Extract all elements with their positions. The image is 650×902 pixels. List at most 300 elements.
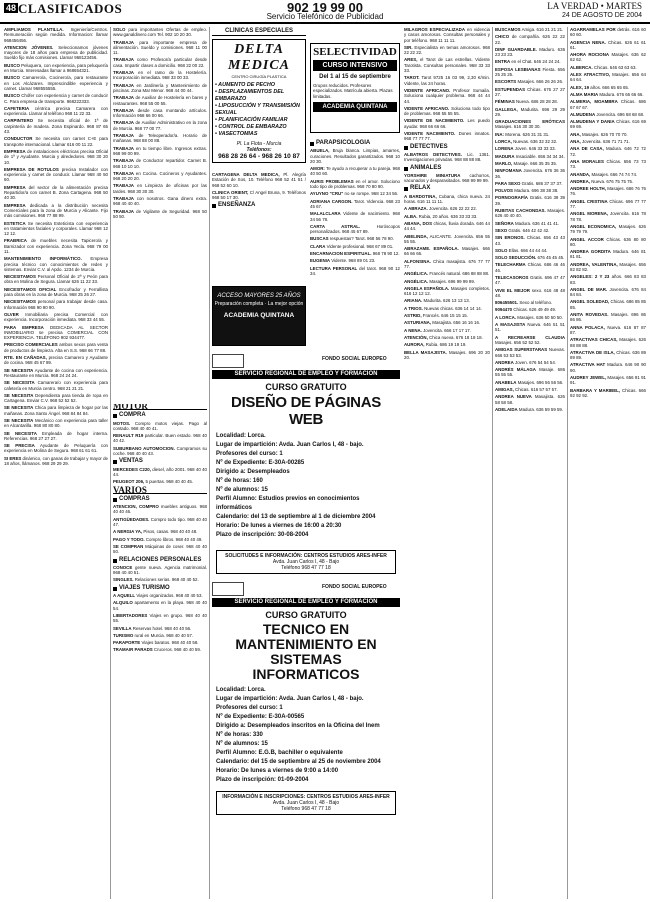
ad-keyword: EMPRESA xyxy=(4,202,26,208)
ad-keyword: TRABAJA xyxy=(113,183,134,189)
ad-text: Masajes. 656 82 82 82. xyxy=(570,261,646,272)
ad-keyword: ANGEL SOLEDAD, xyxy=(570,299,610,305)
ad-keyword: SE NECESITA xyxy=(4,430,37,436)
course2-info-phone: Teléfono 968 47 77 18 xyxy=(281,806,331,812)
ad-keyword: ANGEL CRISTINA xyxy=(570,198,608,204)
ad-text: Masajes. 696 99 99 99. xyxy=(428,278,476,284)
course1-info-phone: Teléfono 968 47 77 18 xyxy=(281,565,331,571)
course-detail-line: Perfil Alumno: E.G.B, bachiller o equivalente xyxy=(216,750,343,756)
ad-text: Nuevas chicas. 636 14 14 14. xyxy=(422,305,482,311)
classified-ad xyxy=(4,456,108,467)
course1-details xyxy=(216,432,396,540)
classified-ad xyxy=(570,40,646,51)
ad-keyword: SEXO xyxy=(495,227,508,233)
ad-text: Cubana, chica nueva. 24 horas. 616 11 11 11. xyxy=(404,193,490,205)
ad-keyword: TELECASOROS xyxy=(495,274,529,280)
classified-ad xyxy=(495,288,565,299)
course2-label: CURSO GRATUITO xyxy=(265,610,347,620)
classified-ad xyxy=(404,214,490,219)
course-detail-line: Nº de horas: 160 xyxy=(216,478,263,484)
classified-ad xyxy=(4,63,108,74)
ad-keyword: ALEX, 19 xyxy=(570,84,590,90)
ad-keyword: GRADUACIONES ERÓTICAS xyxy=(495,119,565,125)
ad-keyword: ANDRÉS MÁLAGA xyxy=(495,367,536,373)
ad-keyword: ALMA MARIA xyxy=(570,91,599,97)
ad-keyword: TELECHARMA xyxy=(495,262,526,268)
ad-keyword: AMIGAS SUPERSTARAS xyxy=(495,347,548,353)
parapsicologia-heading: PARAPSICOLOGIA xyxy=(310,141,400,146)
ad-service: Servicio Telefónico de Publicidad xyxy=(266,12,384,21)
course-detail-line: Calendario: del 13 de septiembre al 1 de diciembre 2004 xyxy=(216,514,376,520)
ad-text: en Cocina. Cocineros y Ayudantes. 968 20 20 20. xyxy=(113,170,207,182)
classified-ad xyxy=(570,249,646,260)
ad-keyword: ANGELES: 2 Y 23 xyxy=(570,274,610,280)
ad-keyword: FRABRICA xyxy=(4,238,27,244)
ad-keyword: ALBERCA. xyxy=(570,64,593,70)
ad-text: Tarot 9725 16 03 99, 2,30 €/min. Vidente, las 24 horas. xyxy=(404,75,490,86)
classified-ad xyxy=(4,299,108,310)
course1-label: CURSO GRATUITO xyxy=(265,382,347,392)
classified-ad xyxy=(495,161,565,166)
ad-keyword: ANDREA NUEVA xyxy=(495,394,532,400)
course2-info-address: Avda. Juan Carlos I, 48 - Bajo xyxy=(272,800,340,806)
compra-heading: COMPRA xyxy=(113,413,207,418)
classified-ad xyxy=(4,93,108,104)
ad-text: Se necesita con carnet C+E para transporte internacional. Llamar 616 00 11 22. xyxy=(4,136,108,147)
classified-ad xyxy=(404,259,490,270)
classified-ad xyxy=(404,328,490,333)
classified-ad xyxy=(495,181,565,186)
classified-ad xyxy=(495,347,565,358)
classified-ad xyxy=(4,342,108,353)
ad-text: Sexo al teléfono. xyxy=(518,300,553,306)
ad-keyword: GALLEGA, xyxy=(495,106,518,112)
ad-text: Chófer con experiencia y carnet de conducir C. Para empresa de transporte. 968222333. xyxy=(4,93,108,104)
ad-keyword: YORSHIRE MINIATURA xyxy=(404,172,461,178)
classified-ad xyxy=(495,59,565,64)
ad-keyword: BUSCO xyxy=(4,75,20,81)
course-detail-line: Horario: De lunes a viernes de 16:00 a 20:30 xyxy=(216,523,342,529)
ad-keyword: TRABAJA xyxy=(113,70,134,76)
ad-keyword: ANGELA ESPAÑOLA. xyxy=(404,285,450,291)
classified-ad xyxy=(495,119,565,130)
section-title: CLASIFICADOS xyxy=(18,1,123,16)
ad-keyword: SE NECESITA xyxy=(4,405,34,411)
fondo-social-label: FONDO SOCIAL EUROPEO xyxy=(322,356,387,362)
service-item: • CONTROL DE EMBARAZO xyxy=(215,124,287,130)
ad-keyword: AGENCIA NENA. xyxy=(570,39,606,45)
classified-ad xyxy=(495,188,565,193)
ad-text: Chicas. 666 92 92 92. xyxy=(570,387,646,398)
course1-info-title: SOLICITUDES E INFORMACIÓN: CENTROS ESTUDIOS ARES-INFER xyxy=(225,553,387,559)
course-detail-line: Nº de Expediente: E-30A-00565 xyxy=(216,714,305,720)
classified-ad xyxy=(570,99,646,110)
ad-keyword: VIDENTE AFRICANO. xyxy=(404,105,450,111)
ad-text: Rubia. 686 19 19 19. xyxy=(424,342,467,348)
classified-ad xyxy=(4,221,108,237)
ad-keyword: TRABAJA xyxy=(113,39,134,45)
servicio-banner-2: SERVICIO REGIONAL DE EMPLEO Y FORMACIÓN xyxy=(212,598,400,607)
ad-phone: 902 19 99 00 xyxy=(287,0,363,15)
classifieds-column-4 xyxy=(404,27,490,899)
classified-ad xyxy=(404,335,490,340)
ad-keyword: VIDENTE NACIMIENTO. xyxy=(404,131,456,137)
ad-keyword: RUBITAS CACHONDAS. xyxy=(495,208,546,214)
ad-text: Masaje. 666 35 35 35. xyxy=(512,160,557,166)
ad-text: Nueva. 676 75 75 75. xyxy=(590,178,634,184)
ad-text: del sector de la alimentación precisa Repartidor/a con carnet B. Zona Cartagena. 968 50 40 30. xyxy=(4,184,108,201)
classified-ad xyxy=(495,360,565,365)
motor-section: MOTOR COMPRA MOTOS. Compro motos viejas. Pago al contado. 968 40 40 41. RENAULT R19 particular. Buen estado. 968 40 40 42. SUBURBANO AUTOMOCION. Compramos su coche. 968 40 40 43. VENTAS MERCEDES C220, diesel, año 2001. 968 40 40 44. PEUGEOT 206, 5 puertas. 968 40 40 45. VARIOS COMPRAS ATENCION, COMPRO muebles antiguos. 968 40 40 46. ANTIGÜEDADES. Compro todo tipo. 968 40 40 47. A NERGIA YA, Pisos, casas. 968 40 40 48. PAGO Y TODO. Compro libros. 968 40 40 49. SE COMPRAN Máquinas de coser. 968 40 40 50. RELACIONES PERSONALES CONOCE gente nueva. Agencia matrimonial. 968 40 40 51. SINGLES. Relaciones serias. 968 40 40 52. VIAJES TURISMO A AQUELL Viajes organizados. 968 40 40 53. ALQUILO apartamento en la playa. 968 40 40 54. LIBERTADORES Viajes en grupo. 968 40 40 55. SEVILLA Reservas hotel. 968 40 40 56. TURISMO rural en Murcia. 968 40 40 57. PARAPORTE Viajes baratos. 968 40 40 58. TRAMAIR PARADS Cruceros. 968 40 40 59. xyxy=(113,404,207,653)
ad-keyword: SIR. xyxy=(404,44,413,50)
ad-keyword: NECESITAMOS xyxy=(4,299,36,305)
ad-text: como Profesor/a particular desde casa. Impartir clases a domicilio. 968 22 00 22. xyxy=(113,57,207,68)
ad-text: Francés natural. 686 88 88 88. xyxy=(428,271,490,277)
course-detail-line: Plazo de inscripción: 30-08-2004 xyxy=(216,532,309,538)
classified-ad xyxy=(113,27,207,38)
ad-keyword: A LORCA. xyxy=(495,314,517,320)
classified-ad xyxy=(113,120,207,131)
ad-text: Chicas. 646 63 63 63. xyxy=(592,64,637,70)
ad-keyword: ESTUPENDAS xyxy=(495,86,526,92)
course-detail-line: Dirigido a: Desempleados inscritos en la Oficina del Inem xyxy=(216,723,380,729)
classified-ad xyxy=(495,315,565,320)
classified-ad xyxy=(495,132,565,137)
servicio-banner-1: SERVICIO REGIONAL DE EMPLEO Y FORMACIÓN xyxy=(212,370,400,379)
ad-keyword: ALMUDENA xyxy=(570,111,596,117)
ad-text: Masajes. 626 79 79 79. xyxy=(570,223,646,235)
classified-ad xyxy=(570,274,646,285)
classified-ad xyxy=(570,92,646,97)
ad-keyword: CONDUCTOR xyxy=(4,136,33,142)
ad-keyword: LORCA, xyxy=(495,139,512,145)
ad-keyword: CAFETERIA xyxy=(4,105,30,111)
ad-text: Jovencita. 676 36 36 36. xyxy=(495,168,565,179)
ad-text: cachorros, vacunados y desparasitados. 968 99 99 99. xyxy=(404,172,490,184)
course-detail-line: Localidad: Lorca. xyxy=(216,687,266,693)
ad-text: Chicas. 686 46 46 46. xyxy=(495,262,565,273)
classified-ad xyxy=(570,287,646,298)
service-item: • VASECTOMIAS xyxy=(215,131,258,137)
ad-keyword: PARA SEXO xyxy=(495,180,521,186)
course-detail-line: Lugar de impartición: Avda. Juan Carlos I, 48 - bajo. xyxy=(216,442,364,448)
classified-ad xyxy=(495,87,565,98)
varios-heading: VARIOS xyxy=(113,488,207,494)
course2-title: TECNICO EN MANTENIMIENTO EN SISTEMAS INFORMATICOS xyxy=(235,621,377,682)
ad-text: Gratis. 696 47 47 47. xyxy=(495,274,565,286)
classified-ad xyxy=(570,325,646,336)
ad-text: Masajes. 696 56 56 56. xyxy=(516,379,564,385)
classified-ad xyxy=(570,179,646,184)
ad-keyword: MARLO, xyxy=(495,160,513,166)
fondo-logos-2 xyxy=(212,580,400,598)
course-maintenance-ad xyxy=(212,608,400,898)
classified-ad xyxy=(404,57,490,73)
classified-ad xyxy=(404,342,490,347)
ad-keyword: SE NECESITA xyxy=(4,380,35,386)
ad-text: Ellas. 666 44 44 44. xyxy=(507,247,548,253)
ad-text: chicas, lluvia dorada. 646 44 44 44. xyxy=(404,220,490,232)
ad-keyword: INA: xyxy=(495,131,505,137)
ad-keyword: PARA EMPRESA xyxy=(4,324,44,330)
ad-keyword: TRABAJA xyxy=(113,170,134,176)
ad-text: dinámico, con ganas de trabajar y mayor de 18 años, llámanos. 968 29 29 29. xyxy=(4,455,108,467)
ad-text: Masajes. 666 66 66 66. xyxy=(404,246,490,257)
course-detail-line: Localidad: Lorca. xyxy=(216,433,266,439)
ad-text: sexo. 616 48 48 48. xyxy=(495,287,565,298)
ad-text: Chicas. 636 89 89 89. xyxy=(570,349,646,361)
ad-text: Masajes. 686 76 76 76. xyxy=(570,186,646,197)
ad-keyword: NECESITAMOS OFICIAL xyxy=(4,286,57,292)
ad-text: Madura. 676 66 66 66. xyxy=(598,91,644,97)
ad-text: Ingeniería/Centros. Remuneración según medida. Informacion: llamar 968456456. xyxy=(4,27,108,43)
ad-keyword: A NENA. xyxy=(404,327,422,333)
ad-text: Amiga. 616 21 21 21. xyxy=(520,27,564,32)
ad-keyword: AUDREY JEWEL, xyxy=(570,375,607,381)
ad-keyword: ANA, xyxy=(570,131,581,137)
classified-ad xyxy=(4,256,108,272)
animales-heading: ANIMALES xyxy=(404,166,490,171)
ad-keyword: ANANDA, xyxy=(570,171,591,177)
ad-keyword: ANGÉLICA. xyxy=(404,271,429,277)
classified-ad xyxy=(495,235,565,246)
ad-keyword: SE NECESITA xyxy=(4,392,34,398)
ad-text: Masajes. 656 52 52 52. xyxy=(495,339,541,345)
course2-details xyxy=(216,686,396,785)
course-detail-line: Dirigido a: Desempleados xyxy=(216,469,290,475)
ad-keyword: ESTETICA xyxy=(4,220,26,226)
motor-heading: MOTOR xyxy=(113,404,207,410)
ad-keyword: ARES, xyxy=(404,57,418,63)
ad-text: años. 666 83 83 83. xyxy=(570,274,646,285)
ad-text: en el ramo de la Hostelería. Incorporación inmediata. 968 33 00 33. xyxy=(113,70,207,81)
classified-ad xyxy=(113,158,207,169)
ad-text: de compañía. 626 22 22 22. xyxy=(495,34,565,45)
ad-text: años. 666 65 65 65. xyxy=(589,84,630,90)
selectividad-title: SELECTIVIDAD xyxy=(313,46,397,58)
ad-text: Masajes. 696 20 20 20. xyxy=(404,349,490,360)
ad-keyword: ATRACTIVAS CHICAS, xyxy=(570,337,618,343)
ad-text: para importantes Ofertas de empleo. www.ganaldinero.com Tel. 902 10 20 30. xyxy=(113,27,207,38)
region-logo xyxy=(212,582,244,596)
selectividad-ad: SELECTIVIDAD CURSO INTENSIVO Del 1 al 15 de septiembre Grupos reducidos. Profesores especializados. Matrícula abierta. Plazas limitadas. ACADEMIA QUINTANA xyxy=(310,43,400,133)
ad-keyword: ALMERIA, MOAMBRA xyxy=(570,99,618,105)
ad-keyword: ATRACTIVA HAT xyxy=(570,362,606,368)
classified-ad xyxy=(4,368,108,379)
ad-text: Masajes. 666 26 26 26. xyxy=(516,79,564,85)
ad-keyword: A BARDOTINA, xyxy=(404,193,437,199)
classified-ad xyxy=(570,119,646,130)
ad-keyword: ANA, xyxy=(570,139,581,145)
ad-keyword: BARBARA Y MARIBEL, xyxy=(570,387,621,393)
classified-ad xyxy=(495,255,565,260)
ad-keyword: SE PRECISA xyxy=(4,443,35,449)
classified-ad xyxy=(495,335,565,346)
column-divider xyxy=(110,27,111,899)
ad-text: dedicada a la distribución necesita Comerciales para la zona de Murcia y Alicante. Fijo más comisiones. 968 77 88 99. xyxy=(4,202,108,219)
classified-ad xyxy=(404,279,490,284)
ad-text: Empleada de hogar interna. Referencias. 968 27 27 27. xyxy=(4,430,108,441)
classified-ad xyxy=(404,27,490,43)
classified-ad xyxy=(113,70,207,81)
ad-text: precisa Instalador con experiencia y carnet de conducir. Llamar 968 40 50 60. xyxy=(4,166,108,183)
ad-keyword: ALFONSINA. xyxy=(404,258,431,264)
classified-ad xyxy=(570,237,646,248)
classified-ad xyxy=(4,136,108,147)
ad-text: Masajista. 656 16 16 16. xyxy=(431,320,481,326)
classified-ad xyxy=(404,118,490,129)
ad-text: Se necesita Esteticista con experiencia en tratamientos faciales y corporales. Llamar 968 12 12 12. xyxy=(4,220,108,237)
classified-ad xyxy=(404,152,490,163)
classified-ad xyxy=(4,325,108,341)
ad-keyword: ALEX ATRACTIVO, xyxy=(570,72,611,78)
ad-keyword: SOLO SEDUCCIÓN. xyxy=(495,255,537,261)
ad-text: Les puedo ayudar. 968 66 66 66. xyxy=(404,118,490,129)
ad-text: Chica masajista. 676 77 77 77. xyxy=(404,258,490,269)
course-detail-line: Calendario: del 15 de septiembre al 25 de noviembre 2004 xyxy=(216,759,381,765)
ad-text: Maduro. 636 23 23 23. xyxy=(495,46,565,58)
ad-text: Insaciable. 656 34 34 34. xyxy=(514,153,565,159)
ad-text: Chicas. 636 80 80 80. xyxy=(570,236,646,247)
classified-ad xyxy=(570,72,646,83)
ad-text: ALICANTE. Jovencita. 656 55 55 55. xyxy=(404,233,490,244)
ad-keyword: 9094470 xyxy=(495,307,513,313)
ad-text: Chica nueva. 676 18 18 18. xyxy=(427,334,483,340)
ad-keyword: ATENCION JÓVENES. xyxy=(4,44,54,50)
classified-ad xyxy=(404,320,490,325)
ad-keyword: ESPOSA LESBIANAS xyxy=(495,66,541,72)
classified-ad xyxy=(570,52,646,63)
ad-keyword: 806455501. xyxy=(495,300,519,306)
service-item: • DESPLAZAMIENTOS DEL EMBARAZO xyxy=(215,89,285,102)
course-detail-line: Plazo de inscripción: 01-09-2004 xyxy=(216,777,309,783)
ad-keyword: SI ERES xyxy=(4,455,22,461)
ad-keyword: A MASAJISTA xyxy=(495,322,526,328)
classified-ad xyxy=(570,262,646,273)
ad-keyword: ANDREE HOLTH, xyxy=(570,186,606,192)
classified-ad xyxy=(404,313,490,318)
ad-keyword: ATENCIÓN, xyxy=(404,334,428,340)
classified-ad xyxy=(404,234,490,245)
ad-keyword: EMPRESA DE ROTULOS xyxy=(4,166,59,172)
classified-ad xyxy=(113,133,207,144)
classified-ad xyxy=(495,208,565,219)
classifieds-column-1 xyxy=(4,27,108,899)
classified-ad xyxy=(495,248,565,253)
ad-keyword: ALBA. xyxy=(404,213,418,219)
column-divider xyxy=(567,27,568,899)
classified-ad xyxy=(570,299,646,310)
course-detail-line: Nº de alumnos: 15 xyxy=(216,487,268,493)
ad-keyword: ANNA POLACA, xyxy=(570,324,605,330)
ad-keyword: AMPLIAMOS PLANTILLA. xyxy=(4,27,64,32)
course-detail-line: Horario: De lunes a viernes de 9:00 a 14:00 xyxy=(216,768,339,774)
service-item: • LIPOSUCCIÓN Y TRANSMISIÓN SEXUAL xyxy=(215,103,300,116)
ad-text: Jovencita. 696 68 68 68. xyxy=(595,111,645,117)
ad-text: Madura. 636 59 59 59. xyxy=(517,406,564,412)
ad-keyword: BUSCO xyxy=(4,62,20,68)
classified-ad xyxy=(570,186,646,197)
clinics-heading: CLÍNICAS ESPECIALES xyxy=(212,27,306,36)
ad-text: Masajes. 626 40 40 40. xyxy=(495,208,565,219)
ad-keyword: ASTURIANA, xyxy=(404,320,432,326)
ad-text: personal para trabajar desde casa. Información 968 90 90 90. xyxy=(4,299,108,310)
ad-text: Mecánico con experiencia para taller en Alcantarilla. 968 80 80 80. xyxy=(4,418,108,429)
clinica-orient: CLINICA ORIENT, xyxy=(212,189,249,195)
classifieds-column-5 xyxy=(495,27,565,899)
classified-ad xyxy=(4,274,108,285)
ad-text: Madura. 646 90 90 90. xyxy=(570,362,646,373)
ad-text: Masajes. 626 70 70 70. xyxy=(580,131,628,137)
newspaper-name: LA VERDAD • MARTES xyxy=(547,1,642,11)
ad-text: detrás. 616 60 60 60. xyxy=(570,27,646,38)
ad-keyword: ANDREA GORDITA xyxy=(570,249,611,255)
ad-keyword: SE NECESITA xyxy=(4,418,34,423)
ad-text: desde casa montando artículos. Información 968 66 00 66. xyxy=(113,107,207,119)
classified-ad xyxy=(113,209,207,220)
delta-medica-ad xyxy=(212,39,306,163)
ad-text: Jovencita. 616 78 78 78. xyxy=(570,211,646,222)
course-detail-line: Profesores del curso: 1 xyxy=(216,451,283,457)
ad-keyword: TRABAJA xyxy=(113,82,134,88)
classified-ad xyxy=(495,146,565,151)
ad-text: Fiesta. 656 25 25 25. xyxy=(495,66,565,78)
classified-ad xyxy=(113,196,207,207)
ad-text: Seleccionamos jóvenes mayores de 18 años para empresa de publicidad. Sueldo fijo más comisiones. Llamar 968123456. xyxy=(4,44,108,61)
ad-text: Francés. 646 15 15 15. xyxy=(421,313,468,319)
classified-ad xyxy=(570,388,646,399)
fondo-logos-1 xyxy=(212,352,400,370)
ad-text: Dones innatos. 968 77 77 77. xyxy=(404,131,490,142)
ad-text: de muebles necesita Tapicero/a y Barnizador con experiencia. Zona Yecla. 968 79 00 11. xyxy=(4,238,108,254)
ad-text: 676 45 45 45. xyxy=(536,255,565,261)
ad-text: en Limpieza de oficinas por las tardes. 968 30 30 30. xyxy=(113,183,207,194)
ad-text: de Conductor repartidor. Carnet B. 968 10 10 10. xyxy=(113,158,207,169)
ad-text: Jovencita. 636 71 71 71. xyxy=(580,139,630,145)
cartagena-clinic: CARTAGENA DELTA MEDICA, xyxy=(212,172,280,177)
classified-ad xyxy=(570,65,646,70)
ad-text: de Auxiliar Administrativo en la zona de Murcia. 968 77 00 77. xyxy=(113,120,207,131)
ad-text: Se necesita oficial de 1ª de carpintería de madera. Zona Espinardo. 968 87 65 43. xyxy=(4,118,108,135)
ad-text: Masajes. 656 91 91 91. xyxy=(570,375,646,386)
ad-text: Masajes. 626 88 88 88. xyxy=(570,337,646,348)
ad-text: Camarero/a, Cocinero/a, para restaurante en Los Alcázares. Imprescindible experiencia y carnet. Llamar 968555555. xyxy=(4,75,108,91)
classified-ad xyxy=(570,199,646,210)
ad-text: precisa Camarero y Ayudante de cocina. 968 45 67 89. xyxy=(4,355,108,366)
ad-keyword: AGARRAMELAS POR xyxy=(570,27,616,32)
ad-keyword: TRABAJA xyxy=(113,208,134,214)
classified-ad xyxy=(570,146,646,157)
ad-keyword: TRABAJA xyxy=(113,196,134,202)
ad-keyword: ANGEL ECONOMICA, xyxy=(570,223,617,229)
ad-text: de Teleoperador/a. Horario de mañanas. 968 88 00 88. xyxy=(113,133,207,144)
ad-text: en el Chat. 646 24 24 24. xyxy=(510,59,561,65)
course1-info-address: Avda. Juan Carlos I, 48 - Bajo xyxy=(272,559,340,565)
ad-text: Masajes. 696 86 86 86. xyxy=(570,312,646,323)
classified-ad xyxy=(495,34,565,45)
header-rule xyxy=(0,22,650,24)
column-divider xyxy=(492,27,493,899)
classified-ad xyxy=(495,47,565,58)
academia-name: ACADEMIA QUINTANA xyxy=(223,312,295,319)
ad-text: Inmobiliaria precisa Comercial con experiencia. Incorporación inmediata. 968 33 44 55. xyxy=(4,311,108,323)
ad-keyword: TAROT. xyxy=(404,75,420,81)
ad-keyword: AMIGAS, xyxy=(495,387,514,393)
parapsicologia-section: PARAPSICOLOGIA ABUELA, Bruja blanca. Limpias, amarres, curaciones. Resultados garantizados. 968 10 20 30. AMOR: Te ayudo a recuperar a tu pareja. 968 40 50 60. AURIS PROBLEMAS en el amor. Soluciono todo tipo de problemas. 968 70 80 90. AYUYNO "CRU" no se rompe. 968 12 34 56. ADRIANA CARGON. Tarot. Videncia. 968 23 45 67. MALALCLARA Vidente de nacimiento. 968 34 56 78. CARTA ASTRAL. Horóscopos personalizados. 968 45 67 89. BUSCAS respuestas? Tarot. 968 56 78 90. CLARA Vidente profesional. 968 67 89 01. ENCARNACION ESPIRITUAL. 968 78 90 12. EUGENIA Vidente. 968 89 01 23. LECTURA PERSONAL del tarot. 968 90 12 34. xyxy=(310,140,400,276)
ad-text: en tu tiempo libre. Ingresos extras. 968 99 00 99. xyxy=(113,145,207,156)
ventas-heading: VENTAS xyxy=(113,459,207,464)
classified-ad xyxy=(495,367,565,378)
